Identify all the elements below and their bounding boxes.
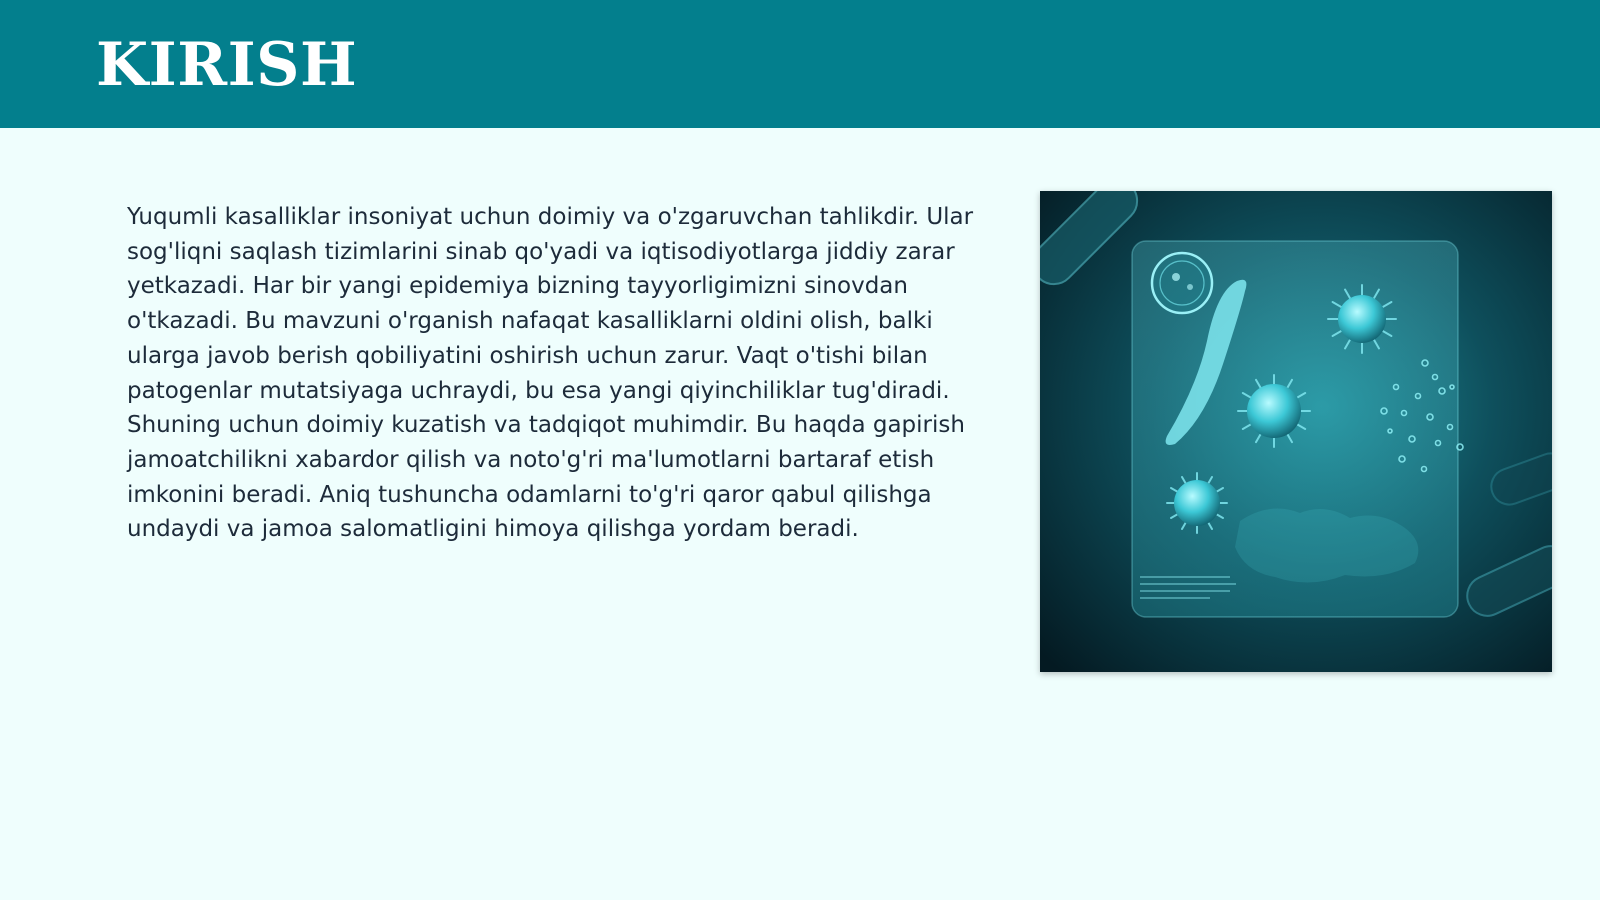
slide-paragraph: Yuqumli kasalliklar insoniyat uchun doimiy va o'zgaruvchan tahlikdir. Ular sog'liqni saqlash tizimlarini sinab qo'yadi va iqtisodiyotlarga jiddiy zarar yetkazadi. Har bir yangi epidemiya bizning tayyorligimizni sinovdan o'tkazadi. Bu mavzuni o'rganish nafaqat kasalliklarni oldini olish, balki ularga javob berish qobiliyatini oshirish uchun zarur. Vaqt o'tishi bilan patogenlar mutatsiyaga uchraydi, bu esa yangi qiyinchiliklar tug'diradi. Shuning uchun doimiy kuzatish va tadqiqot muhimdir. Bu haqda gapirish jamoatchilikni xabardor qilish va noto'g'ri ma'lumotlarni bartaraf etish imkonini beradi. Aniq tushuncha odamlarni to'g'ri qaror qabul qilishga undaydi va jamoa salomatligini himoya qilishga yordam beradi. bbox=[127, 204, 974, 543]
slide-title: KIRISH bbox=[96, 30, 358, 100]
cell-circle bbox=[1152, 253, 1212, 313]
virus-illustration bbox=[1040, 191, 1552, 672]
title-bar bbox=[0, 0, 1600, 128]
